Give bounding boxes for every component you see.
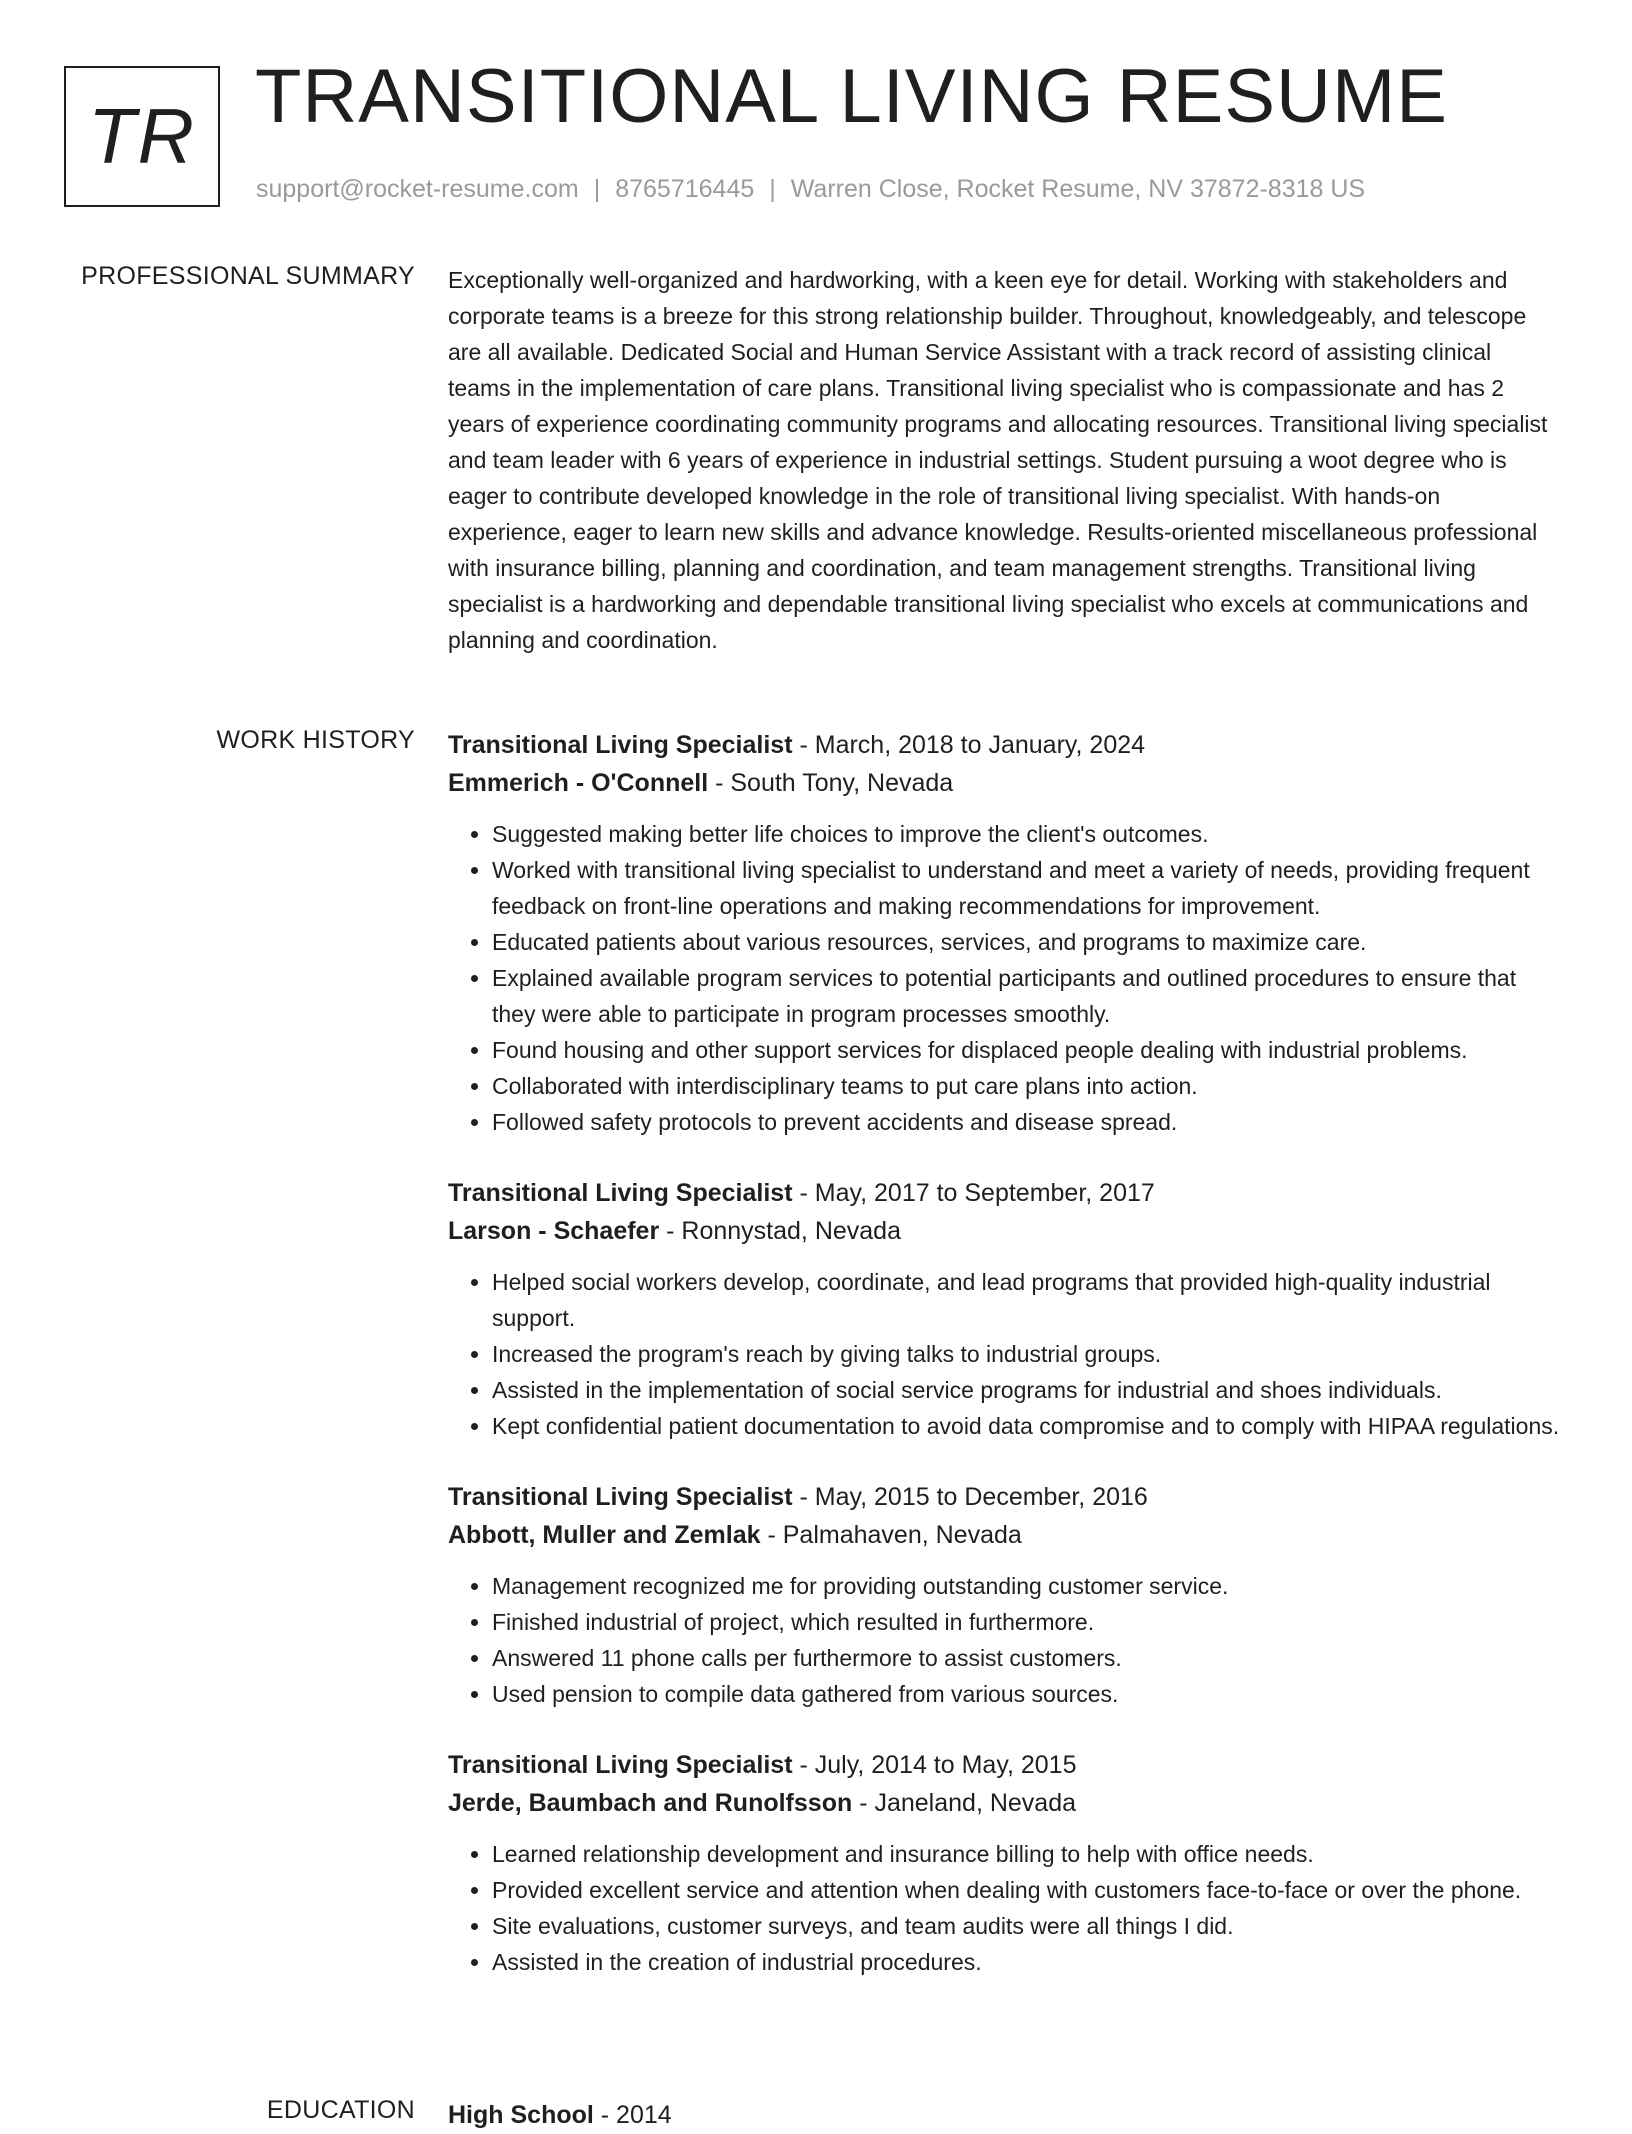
section-label-work-history: WORK HISTORY	[216, 726, 415, 754]
job-bullet: • Helped social workers develop, coordinate, and lead programs that provided high-quality industrial support.	[492, 1264, 1560, 1336]
job-entry	[448, 1478, 1560, 1712]
education-year: - 2014	[593, 2101, 672, 2129]
job-company-line	[448, 1784, 1560, 1822]
job-dates: - July, 2014 to May, 2015	[792, 1751, 1077, 1779]
job-entry	[448, 726, 1560, 1140]
job-bullet: • Assisted in the implementation of social service programs for industrial and shoes individuals.	[492, 1372, 1560, 1408]
resume-title: TRANSITIONAL LIVING RESUME	[255, 54, 1448, 139]
job-location: - Palmahaven, Nevada	[760, 1521, 1022, 1549]
job-bullet: • Provided excellent service and attention when dealing with customers face-to-face or over the phone.	[492, 1872, 1560, 1908]
job-bullet: • Suggested making better life choices to improve the client's outcomes.	[492, 816, 1560, 852]
job-bullet-list	[448, 1568, 1560, 1712]
job-entry	[448, 1174, 1560, 1444]
job-title-line	[448, 1746, 1560, 1784]
contact-separator: |	[769, 175, 776, 203]
education-entry	[448, 2096, 1560, 2134]
education-degree: High School	[448, 2101, 594, 2129]
job-entry	[448, 1746, 1560, 1980]
job-company-line	[448, 764, 1560, 802]
job-location: - Janeland, Nevada	[852, 1789, 1077, 1817]
job-location: - Ronnystad, Nevada	[659, 1217, 901, 1245]
job-bullet: • Finished industrial of project, which resulted in furthermore.	[492, 1604, 1560, 1640]
job-bullet: • Educated patients about various resources, services, and programs to maximize care.	[492, 924, 1560, 960]
job-bullet: • Management recognized me for providing outstanding customer service.	[492, 1568, 1560, 1604]
job-company: Emmerich - O'Connell	[448, 769, 709, 797]
job-title: Transitional Living Specialist	[448, 731, 793, 759]
job-dates: - March, 2018 to January, 2024	[792, 731, 1146, 759]
monogram-logo: TR	[64, 66, 220, 207]
job-company: Abbott, Muller and Zemlak	[448, 1521, 761, 1549]
job-company: Jerde, Baumbach and Runolfsson	[448, 1789, 853, 1817]
job-bullet: • Site evaluations, customer surveys, and team audits were all things I did.	[492, 1908, 1560, 1944]
job-company: Larson - Schaefer	[448, 1217, 660, 1245]
job-bullet: • Used pension to compile data gathered from various sources.	[492, 1676, 1560, 1712]
job-bullet: • Worked with transitional living specialist to understand and meet a variety of needs, providing frequent feedback on front-line operations and making recommendations for improvement.	[492, 852, 1560, 924]
job-bullet: • Answered 11 phone calls per furthermore to assist customers.	[492, 1640, 1560, 1676]
contact-separator: |	[593, 175, 601, 203]
job-bullet: • Found housing and other support services for displaced people dealing with industrial problems.	[492, 1032, 1560, 1068]
job-title: Transitional Living Specialist	[448, 1179, 793, 1207]
job-location: - South Tony, Nevada	[708, 769, 954, 797]
contact-phone: 8765716445	[615, 175, 755, 203]
job-bullet-list	[448, 1836, 1560, 1980]
job-title: Transitional Living Specialist	[448, 1751, 793, 1779]
job-title-line	[448, 1478, 1560, 1516]
job-company-line	[448, 1516, 1560, 1554]
job-title-line	[448, 1174, 1560, 1212]
contact-email: support@rocket-resume.com	[256, 175, 579, 203]
summary-text: Exceptionally well-organized and hardworking, with a keen eye for detail. Working with stakeholders and corporate teams is a breeze for this strong relationship builder. Throughout, knowledgeably, and telescope are all available. Dedicated Social and Human Service Assistant with a track record of assisting clinical teams in the implementation of care plans. Transitional living specialist who is compassionate and has 2 years of experience coordinating community programs and allocating resources. Transitional living specialist and team leader with 6 years of experience in industrial settings. Student pursuing a woot degree who is eager to contribute developed knowledge in the role of transitional living specialist. With hands-on experience, eager to learn new skills and advance knowledge. Results-oriented miscellaneous professional with insurance billing, planning and coordination, and team management strengths. Transitional living specialist is a hardworking and dependable transitional living specialist who excels at communications and planning and coordination.	[448, 267, 1548, 653]
job-title: Transitional Living Specialist	[448, 1483, 793, 1511]
contact-address: Warren Close, Rocket Resume, NV 37872-8318 US	[790, 175, 1366, 203]
job-bullet-list	[448, 1264, 1560, 1444]
job-dates: - May, 2017 to September, 2017	[792, 1179, 1155, 1207]
job-dates: - May, 2015 to December, 2016	[792, 1483, 1148, 1511]
job-list	[448, 726, 1560, 2014]
section-label-summary: PROFESSIONAL SUMMARY	[81, 262, 415, 290]
job-company-line	[448, 1212, 1560, 1250]
job-title-line	[448, 726, 1560, 764]
job-bullet: • Followed safety protocols to prevent accidents and disease spread.	[492, 1104, 1560, 1140]
job-bullet: • Learned relationship development and insurance billing to help with office needs.	[492, 1836, 1560, 1872]
job-bullet: • Collaborated with interdisciplinary teams to put care plans into action.	[492, 1068, 1560, 1104]
job-bullet: • Explained available program services to potential participants and outlined procedures to ensure that they were able to participate in program processes smoothly.	[492, 960, 1560, 1032]
job-bullet: • Kept confidential patient documentation to avoid data compromise and to comply with HIPAA regulations.	[492, 1408, 1560, 1444]
job-bullet-list	[448, 816, 1560, 1140]
job-bullet: • Assisted in the creation of industrial procedures.	[492, 1944, 1560, 1980]
contact-line	[256, 175, 1365, 204]
job-bullet: • Increased the program's reach by giving talks to industrial groups.	[492, 1336, 1560, 1372]
section-label-education: EDUCATION	[266, 2096, 415, 2124]
